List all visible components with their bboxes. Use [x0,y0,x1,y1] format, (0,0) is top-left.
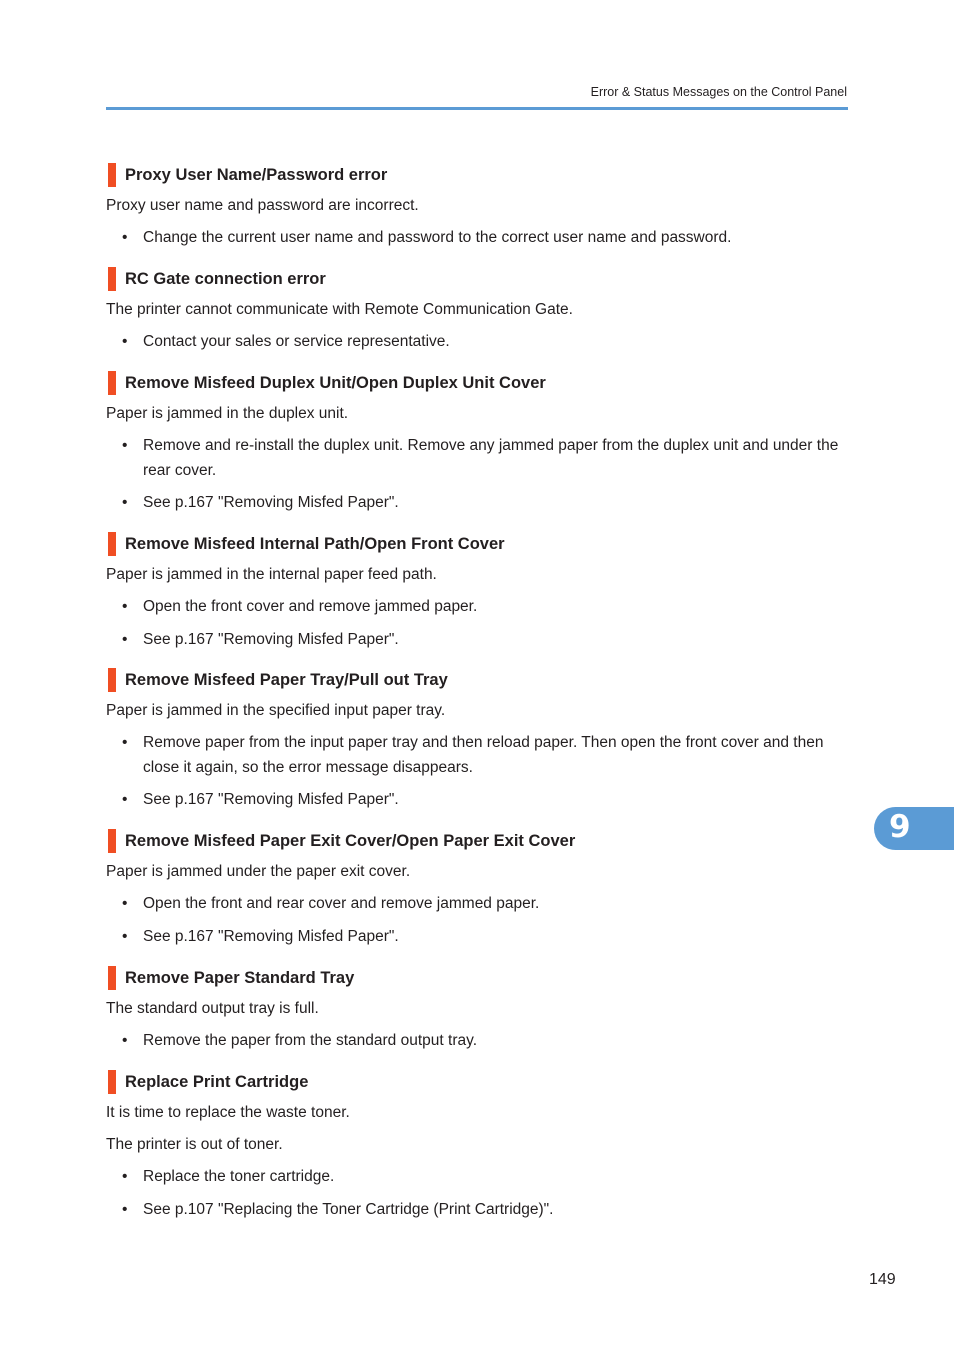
description: The printer is out of toner. [106,1136,283,1153]
section-heading [106,370,848,396]
action-list [106,892,848,949]
description: Paper is jammed in the duplex unit. [106,405,349,422]
action-list [106,1165,848,1222]
chapter-number: 9 [889,809,911,845]
section-paper-exit-misfeed [106,828,848,949]
page-number: 149 [869,1271,896,1288]
heading-marker [108,163,116,187]
list-item: • Replace the toner cartridge. [106,1165,848,1190]
heading-text: RC Gate connection error [125,270,326,288]
heading-text: Remove Misfeed Internal Path/Open Front Cover [125,535,505,553]
description: The printer cannot communicate with Remote Communication Gate. [106,301,573,318]
section-duplex-misfeed [106,370,848,516]
list-item: • Contact your sales or service representative. [106,330,848,355]
section-heading [106,965,848,991]
action-list [106,434,848,516]
list-item: • Remove paper from the input paper tray and then reload paper. Then open the front cover and then close it again, so the error message disappears. [106,731,848,780]
section-heading [106,531,848,557]
header-rule [106,107,848,110]
list-item: • See p.107 "Replacing the Toner Cartridge (Print Cartridge)". [106,1198,848,1223]
list-item: • See p.167 "Removing Misfed Paper". [106,925,848,950]
section-heading [106,828,848,854]
section-heading [106,667,848,693]
description: Paper is jammed under the paper exit cover. [106,863,411,880]
list-item: • Open the front and rear cover and remove jammed paper. [106,892,848,917]
list-item: • See p.167 "Removing Misfed Paper". [106,491,848,516]
section-proxy-error [106,162,848,251]
chapter-tab [874,807,954,850]
section-standard-tray-full [106,965,848,1054]
description: The standard output tray is full. [106,1000,319,1017]
heading-text: Remove Misfeed Paper Exit Cover/Open Paper Exit Cover [125,832,576,850]
heading-text: Remove Misfeed Paper Tray/Pull out Tray [125,671,448,689]
action-list [106,731,848,813]
section-heading [106,162,848,188]
description: Paper is jammed in the specified input paper tray. [106,702,446,719]
list-item: • Remove and re-install the duplex unit. Remove any jammed paper from the duplex unit and under the rear cover. [106,434,848,483]
list-item: • Open the front cover and remove jammed paper. [106,595,848,620]
section-heading [106,1069,848,1095]
list-item: • See p.167 "Removing Misfed Paper". [106,788,848,813]
heading-text: Replace Print Cartridge [125,1073,309,1091]
heading-text: Proxy User Name/Password error [125,166,388,184]
running-header: Error & Status Messages on the Control Panel [590,85,847,99]
heading-marker [108,1070,116,1094]
section-paper-tray-misfeed [106,667,848,813]
heading-marker [108,668,116,692]
heading-marker [108,267,116,291]
heading-text: Remove Paper Standard Tray [125,969,355,987]
list-item: • Change the current user name and password to the correct user name and password. [106,226,848,251]
list-item: • See p.167 "Removing Misfed Paper". [106,628,848,653]
description: It is time to replace the waste toner. [106,1104,350,1121]
section-heading [106,266,848,292]
heading-marker [108,532,116,556]
description: Paper is jammed in the internal paper feed path. [106,566,437,583]
action-list [106,1029,848,1054]
section-rc-gate-error [106,266,848,355]
heading-marker [108,966,116,990]
heading-marker [108,371,116,395]
section-replace-cartridge [106,1069,848,1222]
section-internal-path-misfeed [106,531,848,652]
action-list [106,595,848,652]
heading-text: Remove Misfeed Duplex Unit/Open Duplex Unit Cover [125,374,546,392]
action-list [106,226,848,251]
heading-marker [108,829,116,853]
description: Proxy user name and password are incorrect. [106,197,419,214]
list-item: • Remove the paper from the standard output tray. [106,1029,848,1054]
action-list [106,330,848,355]
